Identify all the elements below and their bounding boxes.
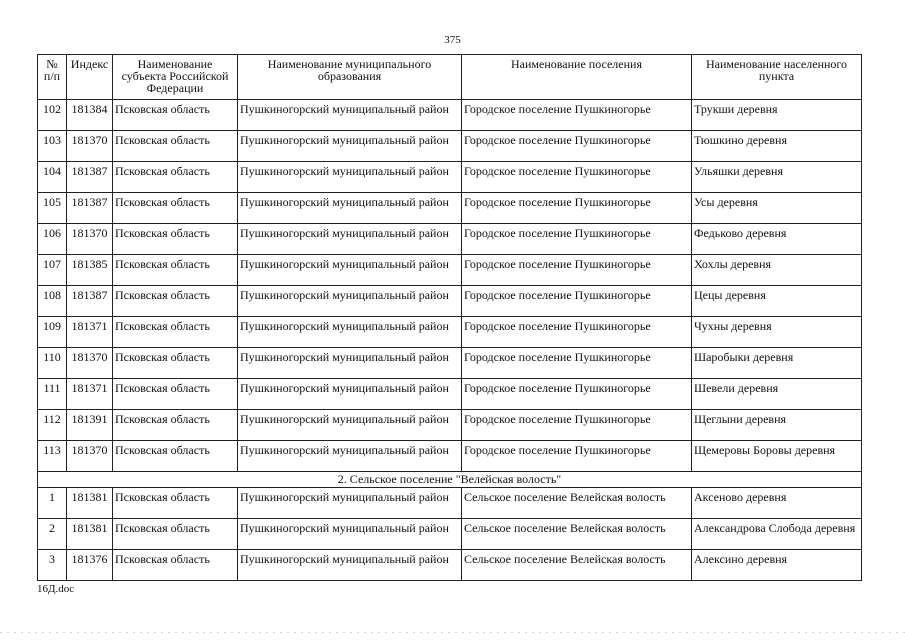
table-row [38,441,862,472]
cell-subject: Псковская область [113,441,238,472]
header-settlement: Наименование поселения [462,55,692,100]
cell-settlement: Городское поселение Пушкиногорье [462,286,692,317]
cell-locality: Щеглыни деревня [692,410,862,441]
cell-municipality: Пушкиногорский муниципальный район [238,348,462,379]
cell-subject: Псковская область [113,488,238,519]
cell-settlement: Городское поселение Пушкиногорье [462,410,692,441]
cell-locality: Ульяшки деревня [692,162,862,193]
cell-subject: Псковская область [113,131,238,162]
cell-settlement: Городское поселение Пушкиногорье [462,441,692,472]
table-section [38,472,862,488]
cell-subject: Псковская область [113,379,238,410]
cell-subject: Псковская область [113,317,238,348]
cell-municipality: Пушкиногорский муниципальный район [238,379,462,410]
cell-num: 110 [38,348,67,379]
cell-locality: Трукши деревня [692,100,862,131]
table-row [38,100,862,131]
cell-settlement: Городское поселение Пушкиногорье [462,193,692,224]
cell-subject: Псковская область [113,519,238,550]
cell-num: 103 [38,131,67,162]
cell-settlement: Сельское поселение Велейская волость [462,550,692,581]
cell-num: 3 [38,550,67,581]
cell-num: 112 [38,410,67,441]
cell-index: 181370 [67,441,113,472]
cell-index: 181370 [67,131,113,162]
cell-index: 181370 [67,348,113,379]
cell-index: 181371 [67,379,113,410]
cell-num: 102 [38,100,67,131]
cell-index: 181385 [67,255,113,286]
cell-num: 107 [38,255,67,286]
table-header-row [38,55,862,100]
cell-locality: Усы деревня [692,193,862,224]
table-row [38,286,862,317]
cell-settlement: Городское поселение Пушкиногорье [462,348,692,379]
header-municipality: Наименование муниципального образования [238,55,462,100]
cell-index: 181376 [67,550,113,581]
cell-locality: Александрова Слобода деревня [692,519,862,550]
cell-subject: Псковская область [113,162,238,193]
cell-subject: Псковская область [113,224,238,255]
footer-filename: 16Д.doc [37,583,75,595]
cell-num: 104 [38,162,67,193]
cell-settlement: Городское поселение Пушкиногорье [462,131,692,162]
cell-municipality: Пушкиногорский муниципальный район [238,410,462,441]
cell-locality: Шаробыки деревня [692,348,862,379]
header-num: № п/п [38,55,67,100]
cell-municipality: Пушкиногорский муниципальный район [238,255,462,286]
table-row [38,550,862,581]
cell-settlement: Городское поселение Пушкиногорье [462,162,692,193]
cell-locality: Чухны деревня [692,317,862,348]
cell-municipality: Пушкиногорский муниципальный район [238,100,462,131]
cell-settlement: Сельское поселение Велейская волость [462,519,692,550]
table-body-rural [38,488,862,581]
cell-num: 105 [38,193,67,224]
cell-settlement: Городское поселение Пушкиногорье [462,255,692,286]
cell-num: 109 [38,317,67,348]
section-title: 2. Сельское поселение "Велейская волость" [38,472,862,488]
cell-index: 181387 [67,193,113,224]
cell-num: 113 [38,441,67,472]
cell-locality: Аксеново деревня [692,488,862,519]
table-row [38,131,862,162]
cell-subject: Псковская область [113,348,238,379]
cell-num: 111 [38,379,67,410]
cell-index: 181381 [67,488,113,519]
cell-municipality: Пушкиногорский муниципальный район [238,550,462,581]
cell-locality: Федьково деревня [692,224,862,255]
cell-municipality: Пушкиногорский муниципальный район [238,224,462,255]
cell-municipality: Пушкиногорский муниципальный район [238,162,462,193]
cell-municipality: Пушкиногорский муниципальный район [238,286,462,317]
table-row [38,224,862,255]
cell-subject: Псковская область [113,193,238,224]
cell-subject: Псковская область [113,410,238,441]
table-row [38,410,862,441]
cell-settlement: Городское поселение Пушкиногорье [462,100,692,131]
cell-index: 181384 [67,100,113,131]
cell-settlement: Городское поселение Пушкиногорье [462,224,692,255]
table-row [38,193,862,224]
cell-municipality: Пушкиногорский муниципальный район [238,519,462,550]
settlements-table [37,54,862,581]
section-row [38,472,862,488]
cell-num: 1 [38,488,67,519]
cell-num: 2 [38,519,67,550]
cell-index: 181391 [67,410,113,441]
table-row [38,348,862,379]
cell-index: 181387 [67,162,113,193]
cell-num: 106 [38,224,67,255]
cell-municipality: Пушкиногорский муниципальный район [238,317,462,348]
scan-noise [0,632,905,633]
header-index: Индекс [67,55,113,100]
cell-subject: Псковская область [113,100,238,131]
cell-municipality: Пушкиногорский муниципальный район [238,193,462,224]
cell-locality: Тюшкино деревня [692,131,862,162]
cell-locality: Цецы деревня [692,286,862,317]
cell-index: 181387 [67,286,113,317]
table-row [38,379,862,410]
cell-num: 108 [38,286,67,317]
cell-municipality: Пушкиногорский муниципальный район [238,131,462,162]
cell-municipality: Пушкиногорский муниципальный район [238,488,462,519]
header-subject: Наименование субъекта Российской Федерации [113,55,238,100]
cell-settlement: Сельское поселение Велейская волость [462,488,692,519]
table-row [38,519,862,550]
cell-settlement: Городское поселение Пушкиногорье [462,317,692,348]
cell-subject: Псковская область [113,550,238,581]
cell-index: 181381 [67,519,113,550]
cell-locality: Алексино деревня [692,550,862,581]
table-body-urban [38,100,862,472]
cell-index: 181371 [67,317,113,348]
cell-settlement: Городское поселение Пушкиногорье [462,379,692,410]
table-row [38,162,862,193]
table-row [38,317,862,348]
cell-subject: Псковская область [113,286,238,317]
page-number: 375 [444,34,461,46]
cell-municipality: Пушкиногорский муниципальный район [238,441,462,472]
cell-locality: Щемеровы Боровы деревня [692,441,862,472]
cell-index: 181370 [67,224,113,255]
cell-locality: Хохлы деревня [692,255,862,286]
table-row [38,255,862,286]
header-locality: Наименование населенного пункта [692,55,862,100]
cell-subject: Псковская область [113,255,238,286]
cell-locality: Шевели деревня [692,379,862,410]
table-row [38,488,862,519]
